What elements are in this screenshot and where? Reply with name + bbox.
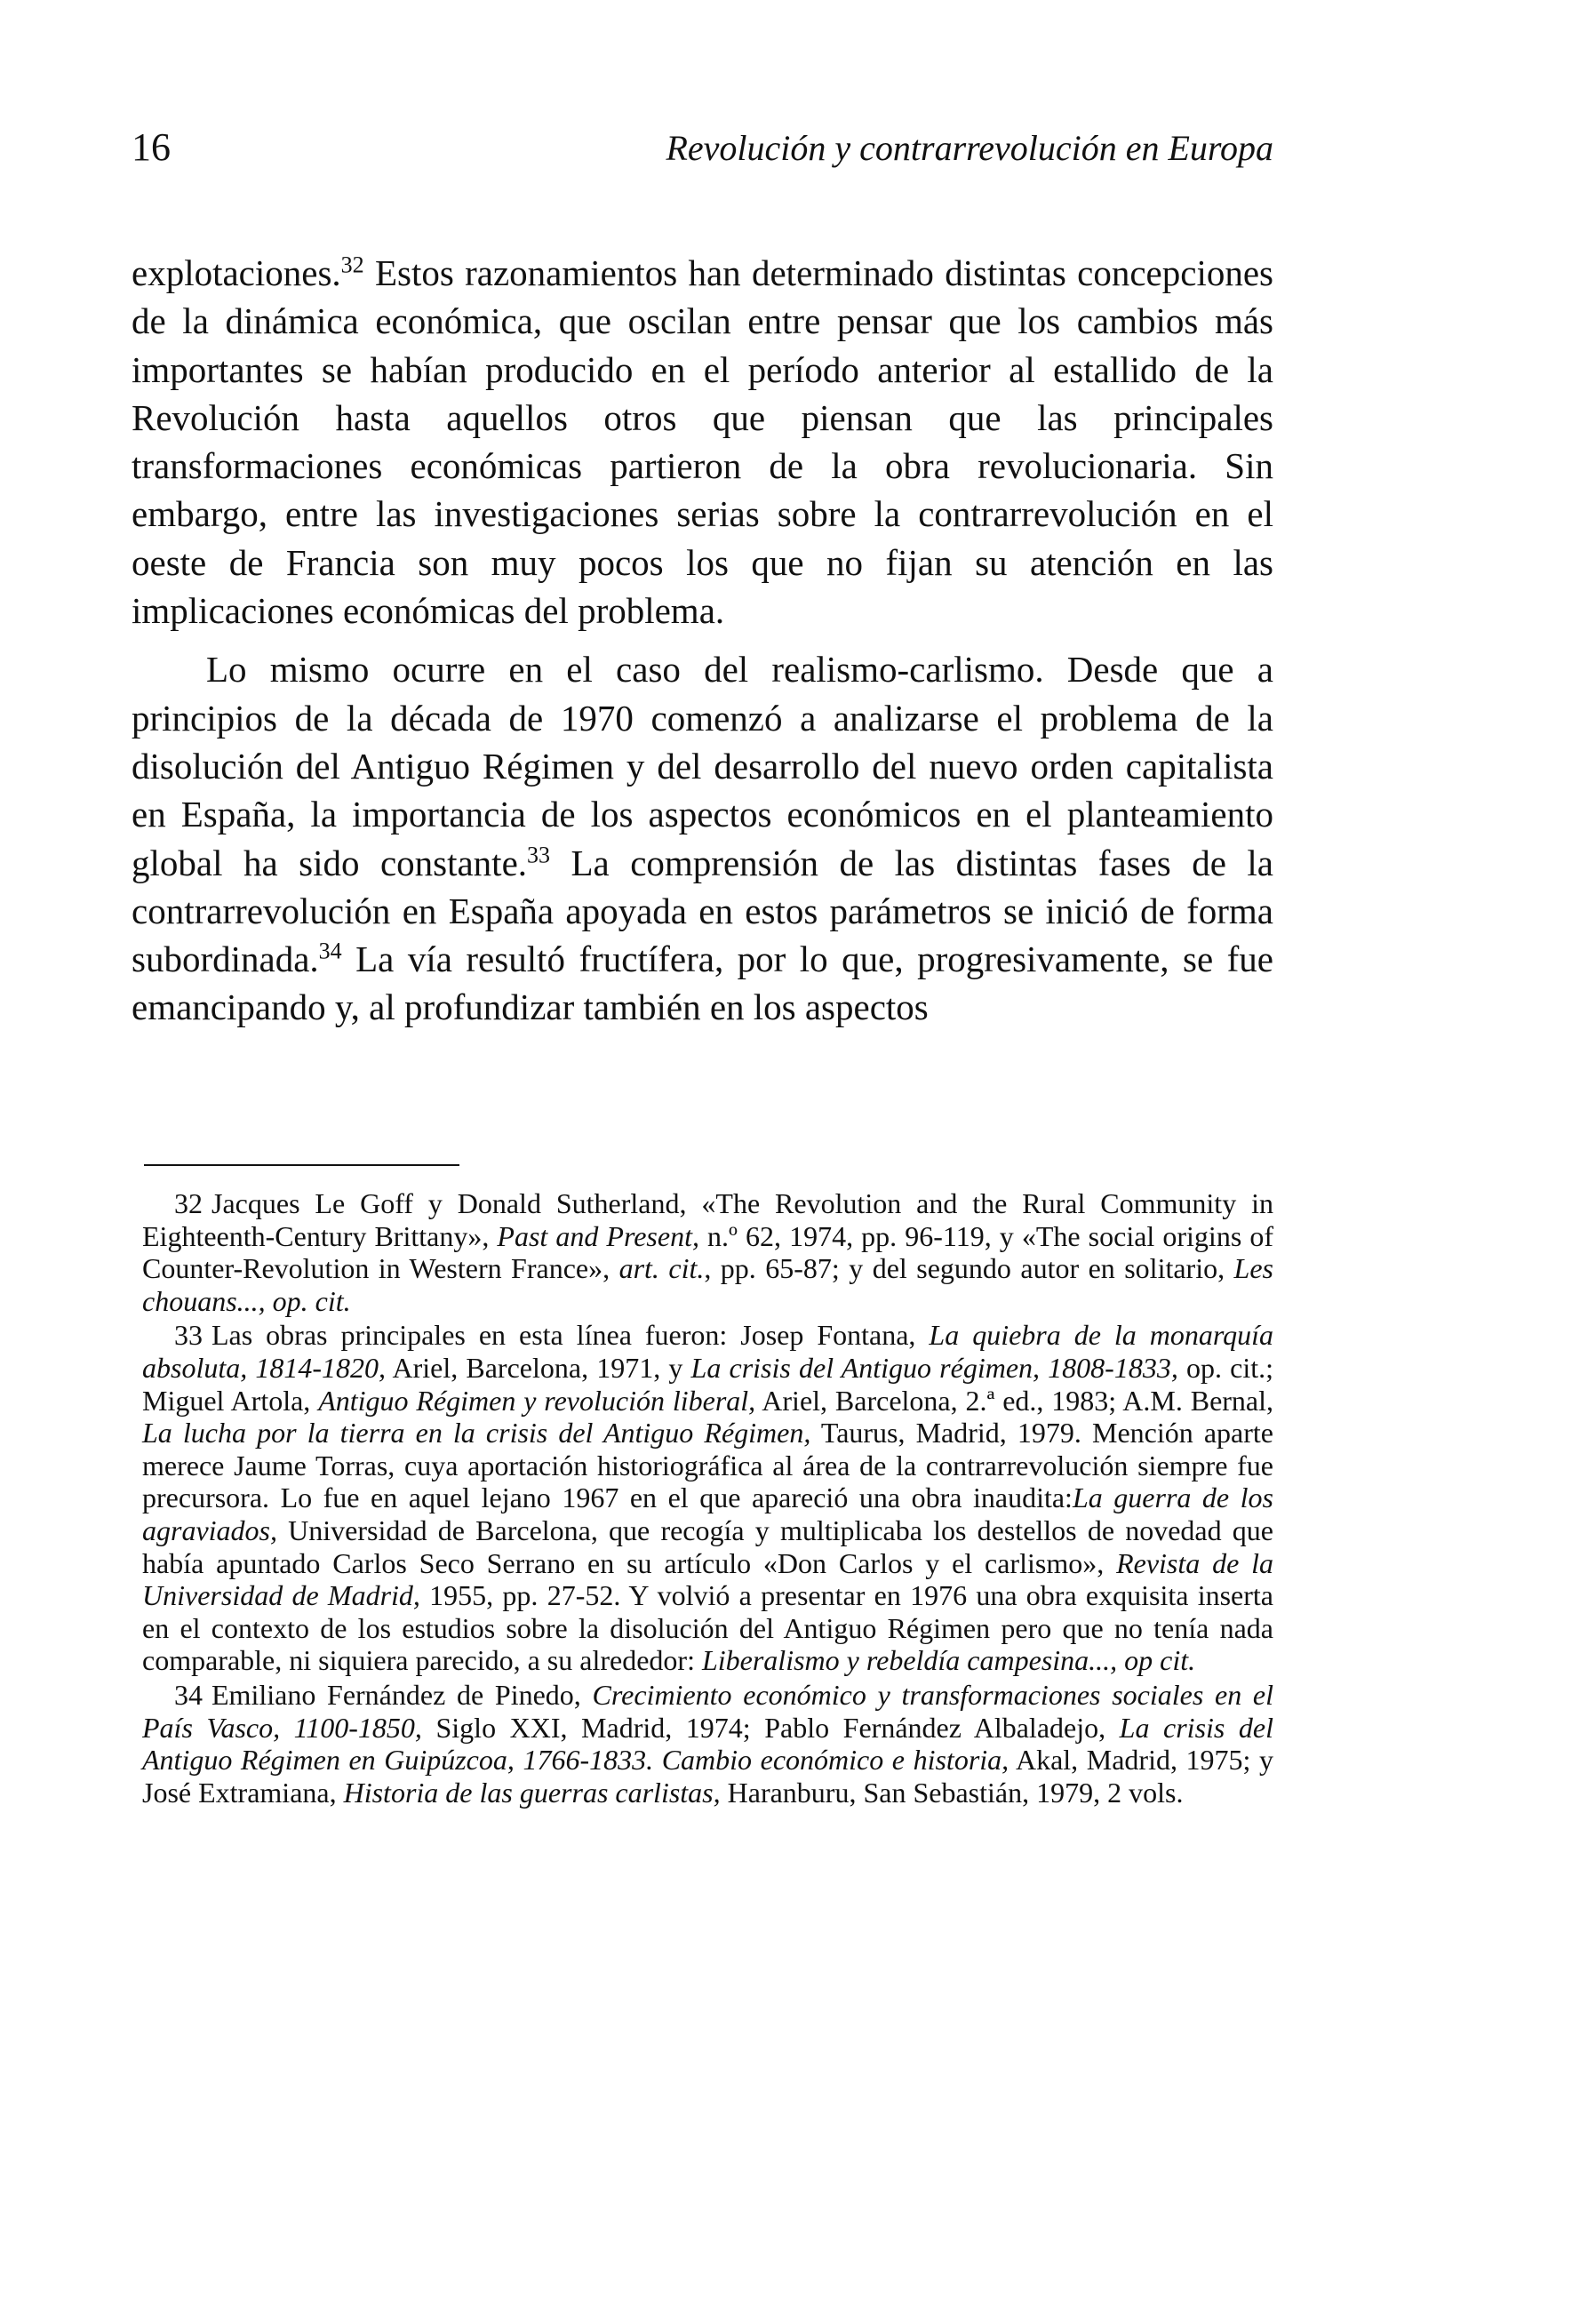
footnote-32 bbox=[142, 1187, 1273, 1317]
text-run: Jacques Le Goff y Donald Sutherland, «The Revolution and the Rural Community in Eighteenth-Century Brittany», bbox=[142, 1187, 1273, 1252]
text-run: Ariel, Barcelona, 2.ª ed., 1983; A.M. Bernal, bbox=[755, 1384, 1274, 1417]
text-run: La vía resultó fructífera, por lo que, progresivamente, se fue emancipando y, al profundizar también en los aspectos bbox=[132, 938, 1273, 1028]
italic-title: La quiebra de la monarquía absoluta, 1814-1820, bbox=[142, 1319, 1274, 1384]
footnote-ref: 33 bbox=[527, 841, 551, 867]
italic-title: Les chouans..., op. cit. bbox=[142, 1252, 1273, 1317]
italic-title: Antiguo Régimen y revolución liberal, bbox=[318, 1384, 756, 1417]
footnote-number: 33 bbox=[174, 1319, 203, 1352]
text-run: n.º 62, 1974, pp. 96-119, y «The social origins of Counter-Revolution in Western France», bbox=[142, 1219, 1274, 1285]
text-run: Emiliano Fernández de Pinedo, bbox=[211, 1678, 593, 1711]
italic-title: Crecimiento económico y transformaciones sociales en el País Vasco, 1100-1850, bbox=[142, 1678, 1274, 1744]
text-run: La comprensión de las distintas fases de la contrarrevolución en España apoyada en estos parámetros se inició de forma subordinada. bbox=[132, 842, 1273, 980]
footnote-number: 34 bbox=[174, 1678, 203, 1711]
footnote-33 bbox=[142, 1319, 1273, 1677]
page-header bbox=[132, 124, 1273, 178]
text-run: 1955, pp. 27-52. Y volvió a presentar en 1976 una obra exquisita inserta en el contexto de los estudios sobre la disolución del Antiguo Régimen pero que no tenía nada comparable, ni siquiera parecido, a su alrededor: bbox=[142, 1579, 1274, 1677]
footnotes bbox=[142, 1187, 1273, 1810]
text-run: Lo mismo ocurre en el caso del realismo-carlismo. Desde que a principios de la década de 1970 comenzó a analizarse el problema de la disolución del Antiguo Régimen y del desarrollo del nuevo orden capitalista en España, la importancia de los aspectos económicos en el planteamiento global ha sido constante. bbox=[132, 649, 1273, 883]
text-run: Las obras principales en esta línea fueron: Josep Fontana, bbox=[211, 1319, 930, 1352]
italic-title: art. cit. bbox=[618, 1252, 705, 1285]
footnote-separator bbox=[144, 1164, 459, 1166]
footnote-34 bbox=[142, 1679, 1273, 1809]
italic-title: Liberalismo y rebeldía campesina..., op cit. bbox=[701, 1644, 1196, 1677]
italic-title: La crisis del Antiguo régimen, 1808-1833, bbox=[690, 1351, 1178, 1384]
paragraph bbox=[132, 249, 1273, 635]
text-run: , pp. 65-87; y del segundo autor en solitario, bbox=[704, 1252, 1234, 1285]
text-run: Siglo XXI, Madrid, 1974; Pablo Fernández Albaladejo, bbox=[421, 1711, 1120, 1744]
text-run: Haranburu, San Sebastián, 1979, 2 vols. bbox=[720, 1776, 1184, 1809]
footnote-number: 32 bbox=[174, 1187, 203, 1219]
paragraph bbox=[132, 645, 1273, 1031]
italic-title: Past and Present, bbox=[497, 1219, 699, 1252]
italic-title: Revista de la Universidad de Madrid, bbox=[142, 1546, 1274, 1612]
page-number: 16 bbox=[132, 125, 171, 169]
italic-title: Historia de las guerras carlistas, bbox=[343, 1776, 721, 1809]
running-title: Revolución y contrarrevolución en Europa bbox=[666, 128, 1273, 168]
text-run: Universidad de Barcelona, que recogía y multiplicaba los destellos de novedad que había apuntado Carlos Seco Serrano en su artículo «Don Carlos y el carlismo», bbox=[142, 1513, 1273, 1579]
text-run: Akal, Madrid, 1975; y José Extramiana, bbox=[142, 1744, 1273, 1809]
text-run: Estos razonamientos han determinado distintas concepciones de la dinámica económica, que oscilan entre pensar que los cambios más importantes se habían producido en el período anterior al estallido de la Revolución hasta aquellos otros que piensan que las principales transformaciones económicas partieron de la obra revolucionaria. Sin embargo, entre las investigaciones serias sobre la contrarrevolución en el oeste de Francia son muy pocos los que no fijan su atención en las implicaciones económicas del problema. bbox=[132, 252, 1273, 632]
italic-title: La guerra de los agraviados, bbox=[142, 1481, 1274, 1546]
text-run: Ariel, Barcelona, 1971, y bbox=[386, 1351, 691, 1384]
text-run: explotaciones. bbox=[132, 252, 341, 293]
italic-title: La crisis del Antiguo Régimen en Guipúzcoa, 1766-1833. Cambio económico e historia, bbox=[142, 1711, 1274, 1777]
main-text bbox=[132, 249, 1273, 1032]
italic-title: La lucha por la tierra en la crisis del Antiguo Régimen, bbox=[142, 1417, 811, 1450]
text-run: op. cit.; Miguel Artola, bbox=[142, 1351, 1274, 1417]
footnote-ref: 34 bbox=[318, 938, 342, 964]
footnote-ref: 32 bbox=[340, 252, 364, 278]
text-run: Taurus, Madrid, 1979. Mención aparte merece Jaume Torras, cuya aportación historiográfica al área de la contrarrevolución siempre fue precursora. Lo fue en aquel lejano 1967 en el que apareció una obra inaudita: bbox=[142, 1417, 1274, 1514]
